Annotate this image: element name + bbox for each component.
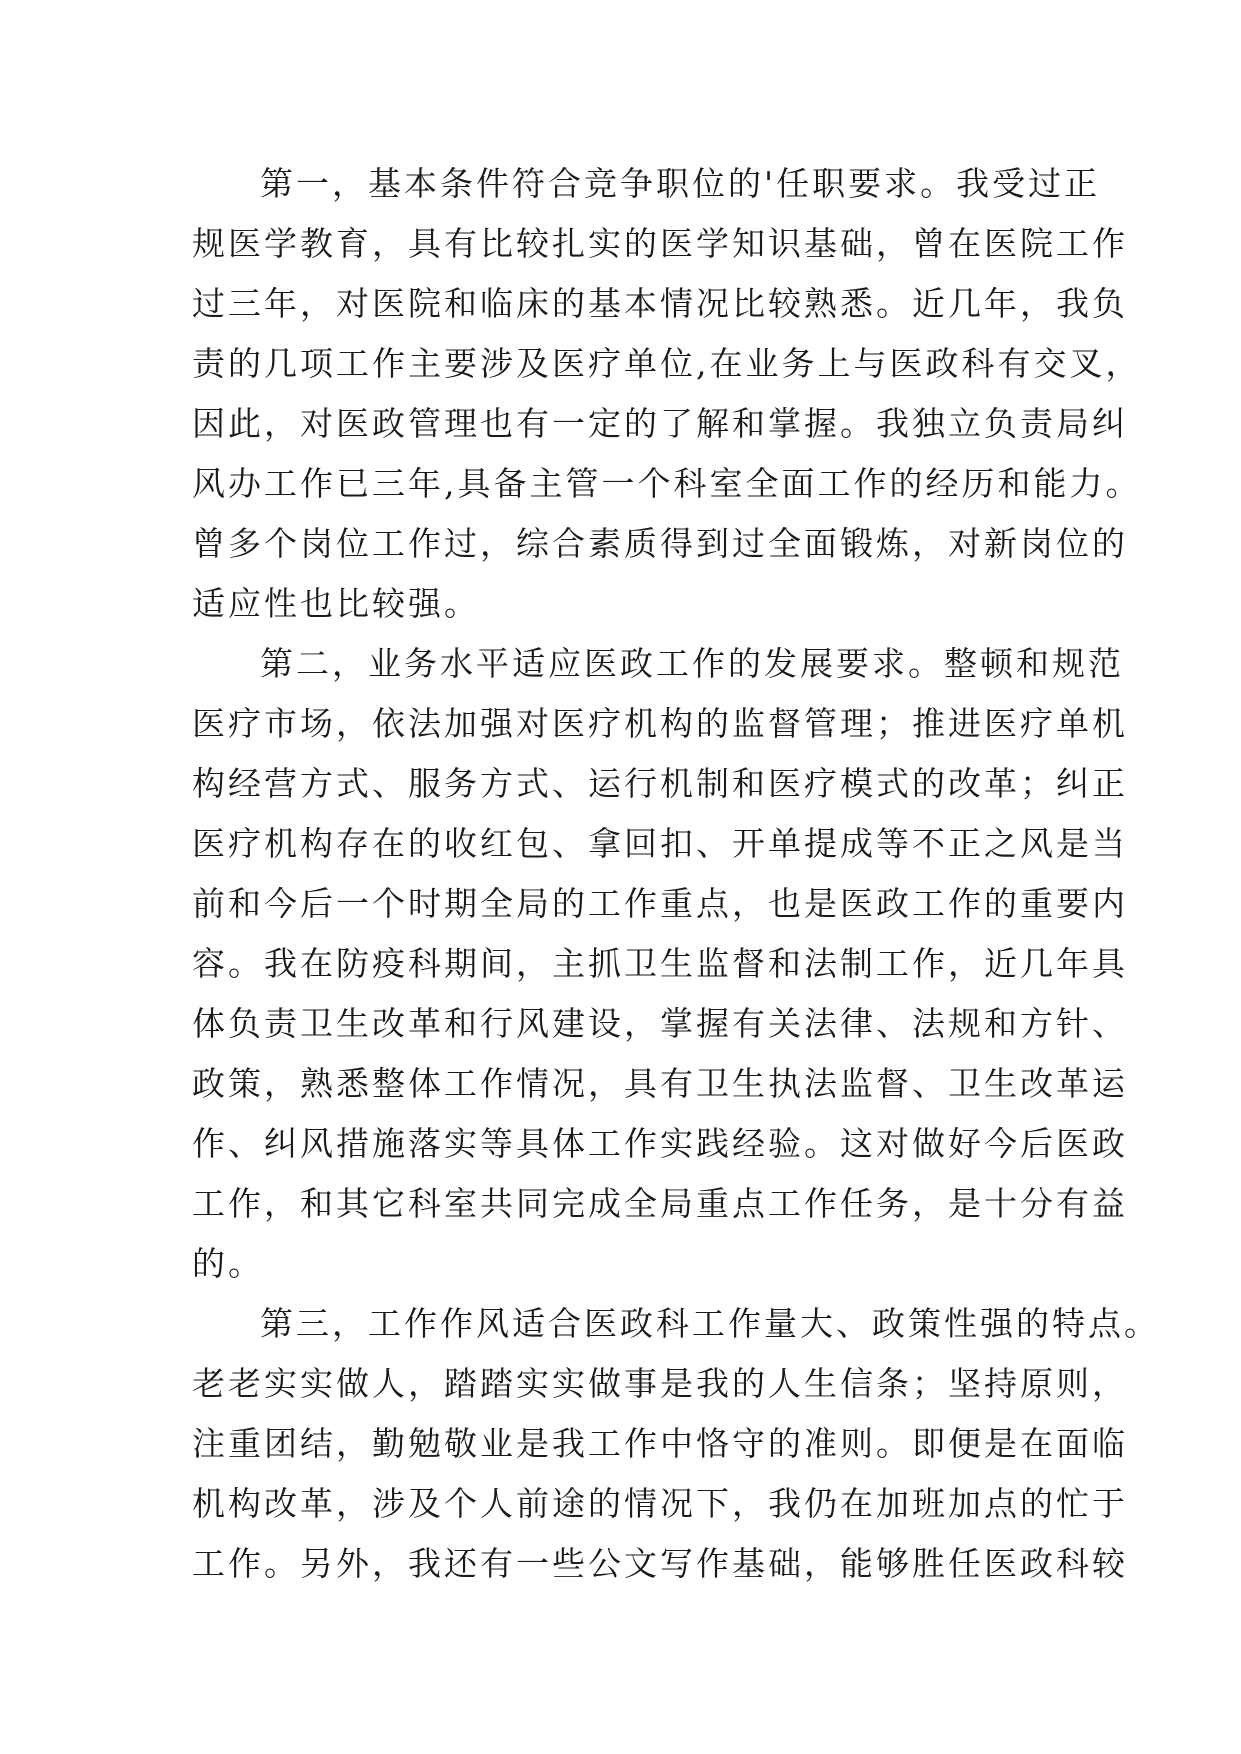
paragraph-1-line-5: 因此，对医政管理也有一定的了解和掌握。我独立负责局纠 — [192, 404, 1128, 443]
paragraph-1-line-6: 风办工作已三年,具备主管一个科室全面工作的经历和能力。 — [192, 464, 1142, 503]
paragraph-2-line-2: 医疗市场，依法加强对医疗机构的监督管理；推进医疗单机 — [192, 704, 1128, 743]
paragraph-2-line-8: 政策，熟悉整体工作情况，具有卫生执法监督、卫生改革运 — [192, 1064, 1128, 1103]
paragraph-2-line-7: 体负责卫生改革和行风建设，掌握有关法律、法规和方针、 — [192, 1004, 1128, 1043]
paragraph-3-line-5: 工作。另外，我还有一些公文写作基础，能够胜任医政科较 — [192, 1544, 1128, 1583]
paragraph-1-line-4: 责的几项工作主要涉及医疗单位,在业务上与医政科有交叉， — [192, 344, 1142, 383]
paragraph-2-line-6: 容。我在防疫科期间，主抓卫生监督和法制工作，近几年具 — [192, 944, 1128, 983]
paragraph-2-line-10: 工作，和其它科室共同完成全局重点工作任务，是十分有益 — [192, 1184, 1128, 1223]
paragraph-1-line-2: 规医学教育，具有比较扎实的医学知识基础，曾在医院工作 — [192, 224, 1128, 263]
paragraph-1-line-1: 第一，基本条件符合竞争职位的'任职要求。我受过正 — [260, 164, 1101, 203]
paragraph-2-line-9: 作、纠风措施落实等具体工作实践经验。这对做好今后医政 — [192, 1124, 1128, 1163]
paragraph-2-line-3: 构经营方式、服务方式、运行机制和医疗模式的改革；纠正 — [192, 764, 1128, 803]
paragraph-2-line-4: 医疗机构存在的收红包、拿回扣、开单提成等不正之风是当 — [192, 824, 1128, 863]
paragraph-1-line-7: 曾多个岗位工作过，综合素质得到过全面锻炼，对新岗位的 — [192, 524, 1128, 563]
paragraph-3-line-1: 第三，工作作风适合医政科工作量大、政策性强的特点。 — [260, 1304, 1160, 1343]
document-body — [192, 154, 1160, 1594]
paragraph-2-line-11: 的。 — [192, 1244, 264, 1283]
paragraph-3-line-3: 注重团结，勤勉敬业是我工作中恪守的准则。即便是在面临 — [192, 1424, 1128, 1463]
paragraph-3-line-4: 机构改革，涉及个人前途的情况下，我仍在加班加点的忙于 — [192, 1484, 1128, 1523]
paragraph-2-line-5: 前和今后一个时期全局的工作重点，也是医政工作的重要内 — [192, 884, 1128, 923]
paragraph-1-line-8: 适应性也比较强。 — [192, 584, 480, 623]
paragraph-3-line-2: 老老实实做人，踏踏实实做事是我的人生信条；坚持原则， — [192, 1364, 1128, 1403]
paragraph-2-line-1: 第二，业务水平适应医政工作的发展要求。整顿和规范 — [260, 644, 1124, 683]
paragraph-1-line-3: 过三年，对医院和临床的基本情况比较熟悉。近几年，我负 — [192, 284, 1128, 323]
